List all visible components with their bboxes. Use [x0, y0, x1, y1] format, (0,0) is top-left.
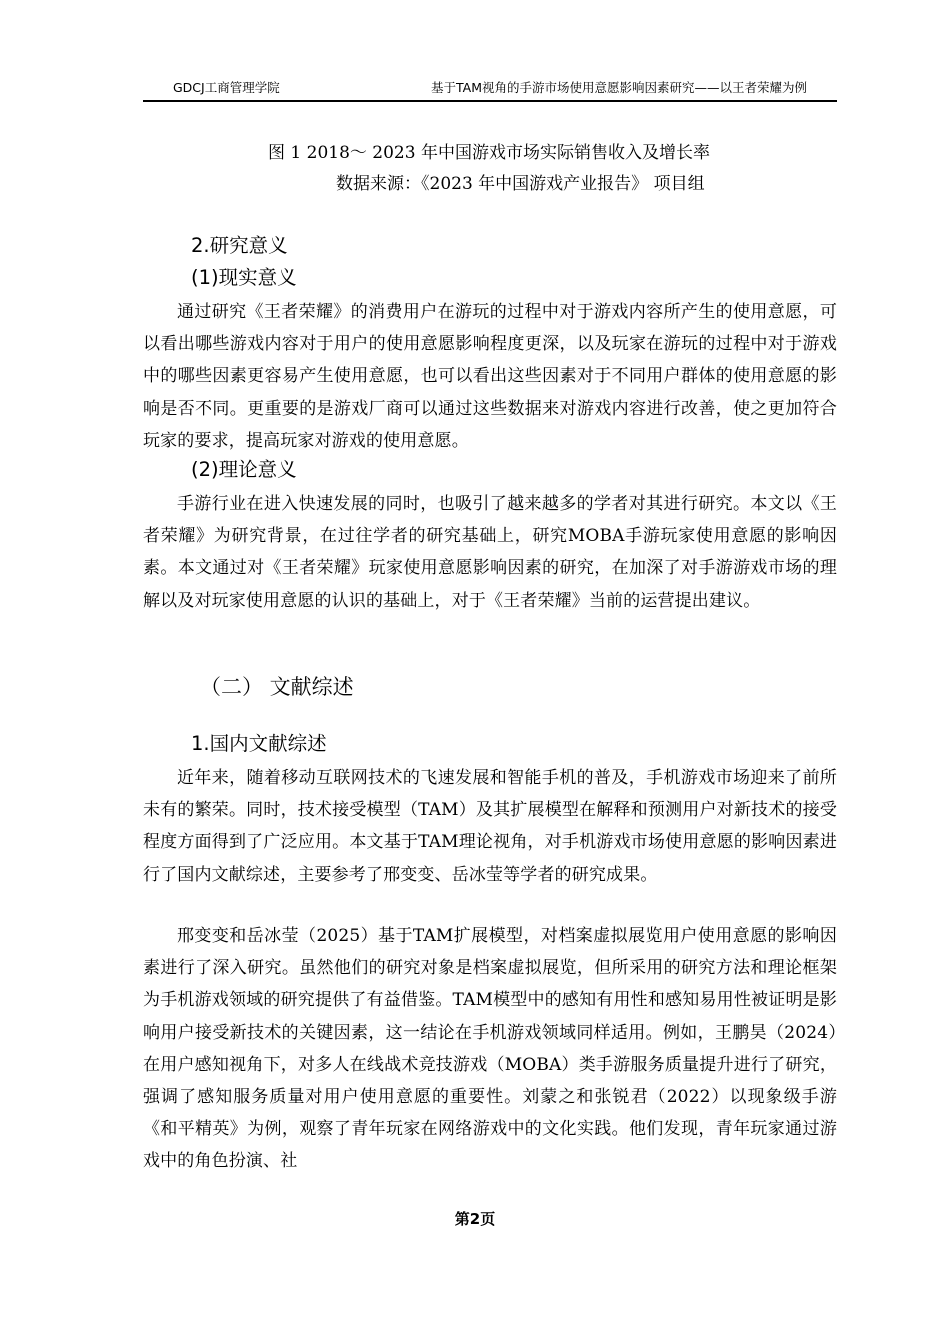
heading-research-significance: 2.研究意义	[191, 234, 288, 257]
heading-theoretical-significance: (2)理论意义	[191, 458, 297, 481]
paragraph-domestic-literature-2: 邢变变和岳冰莹（2025）基于TAM扩展模型，对档案虚拟展览用户使用意愿的影响因素进行了深入研究。虽然他们的研究对象是档案虚拟展览，但所采用的研究方法和理论框架为手机游戏领域的研究提供了有益借鉴。TAM模型中的感知有用性和感知易用性被证明是影响用户接受新技术的关键因素，这一结论在手机游戏领域同样适用。例如，王鹏昊（2024）在用户感知视角下，对多人在线战术竞技游戏（MOBA）类手游服务质量提升进行了研究，强调了感知服务质量对用户使用意愿的重要性。刘蒙之和张锐君（2022）以现象级手游《和平精英》为例，观察了青年玩家在网络游戏中的文化实践。他们发现，青年玩家通过游戏中的角色扮演、社	[143, 926, 837, 1172]
paragraph-theoretical-significance: 手游行业在进入快速发展的同时，也吸引了越来越多的学者对其进行研究。本文以《王者荣耀》为研究背景，在过往学者的研究基础上，研究MOBA手游玩家使用意愿的影响因素。本文通过对《王者荣耀》玩家使用意愿影响因素的研究，在加深了对手游游戏市场的理解以及对玩家使用意愿的认识的基础上，对于《王者荣耀》当前的运营提出建议。	[143, 494, 837, 611]
paragraph-practical-significance: 通过研究《王者荣耀》的消费用户在游玩的过程中对于游戏内容所产生的使用意愿，可以看出哪些游戏内容对于用户的使用意愿影响程度更深，以及玩家在游玩的过程中对于游戏中的哪些因素更容易产生使用意愿，也可以看出这些因素对于不同用户群体的使用意愿的影响是否不同。更重要的是游戏厂商可以通过这些数据来对游戏内容进行改善，使之更加符合玩家的要求，提高玩家对游戏的使用意愿。	[143, 302, 837, 451]
figure-caption: 图 1 2018～ 2023 年中国游戏市场实际销售收入及增长率	[268, 143, 710, 163]
heading-literature-review: （二） 文献综述	[200, 675, 354, 699]
page-header	[143, 78, 837, 102]
header-institution: GDCJ工商管理学院	[173, 80, 280, 95]
heading-domestic-literature: 1.国内文献综述	[191, 732, 327, 755]
heading-practical-significance: (1)现实意义	[191, 266, 297, 289]
header-paper-title: 基于TAM视角的手游市场使用意愿影响因素研究——以王者荣耀为例	[430, 80, 807, 95]
figure-source: 数据来源：《2023 年中国游戏产业报告》 项目组	[336, 174, 705, 194]
paragraph-domestic-literature-1: 近年来，随着移动互联网技术的飞速发展和智能手机的普及，手机游戏市场迎来了前所未有的繁荣。同时，技术接受模型（TAM）及其扩展模型在解释和预测用户对新技术的接受程度方面得到了广泛应用。本文基于TAM理论视角，对手机游戏市场使用意愿的影响因素进行了国内文献综述，主要参考了邢变变、岳冰莹等学者的研究成果。	[143, 768, 837, 885]
page-number: 第2页	[454, 1210, 496, 1228]
